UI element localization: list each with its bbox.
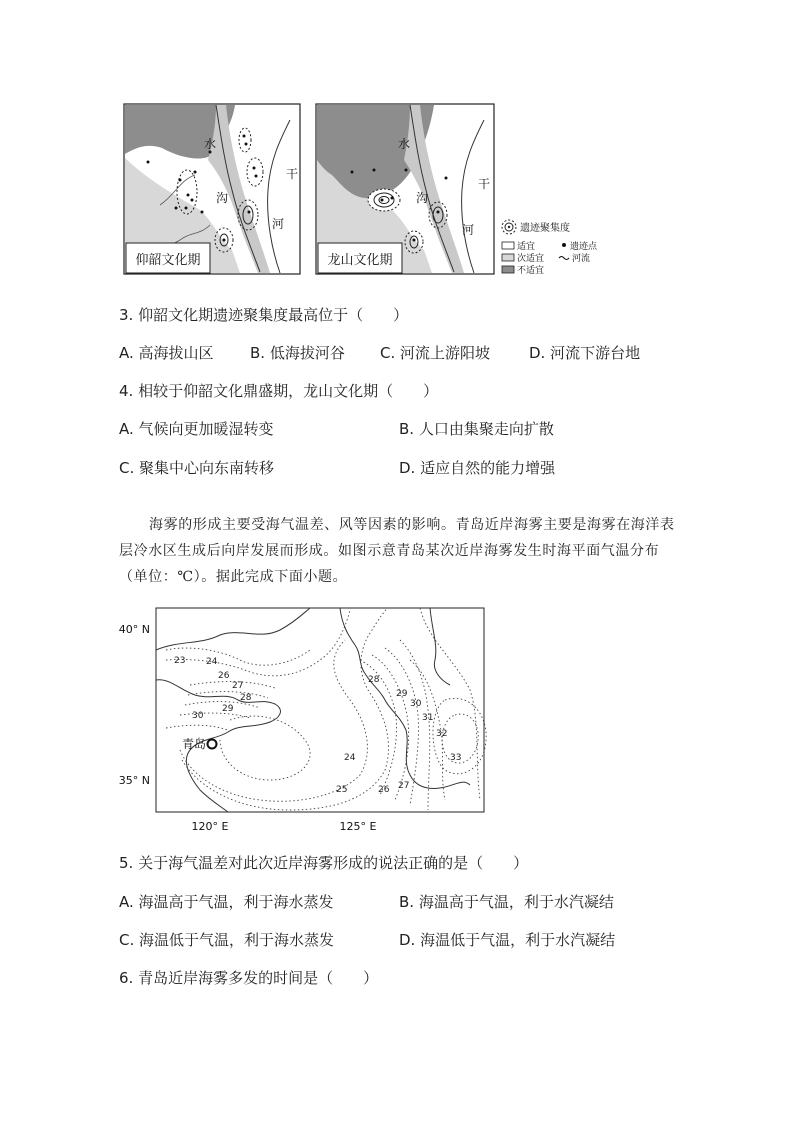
question-3-option-c: C. 河流上游阳坡 <box>380 344 491 362</box>
question-5-option-d: D. 海温低于气温，利于水汽凝结 <box>399 931 616 949</box>
question-4-option-a: A. 气候向更加暖湿转变 <box>119 420 274 438</box>
question-4-option-b: B. 人口由集聚走向扩散 <box>399 420 554 438</box>
question-3-option-a: A. 高海拔山区 <box>119 344 214 362</box>
right-label-he: 河 <box>462 223 475 237</box>
lon-left-label: 120° E <box>191 820 229 833</box>
isotherm-label: 30 <box>410 699 422 709</box>
question-3-stem: 3. 仰韶文化期遗迹聚集度最高位于（ ） <box>119 306 409 324</box>
question-6-stem: 6. 青岛近岸海雾多发的时间是（ ） <box>119 969 379 987</box>
isotherm-label: 23 <box>174 656 186 666</box>
isotherm-label: 28 <box>368 675 380 685</box>
legend-less-suitable: 次适宜 <box>517 254 545 264</box>
isotherm-label: 32 <box>436 729 448 739</box>
isotherm-label: 26 <box>218 671 230 681</box>
legend-site-point: 遗迹点 <box>570 242 598 252</box>
left-label-water: 水 <box>204 137 217 151</box>
question-5-option-b: B. 海温高于气温，利于水汽凝结 <box>399 893 614 911</box>
left-label-gan: 干 <box>286 167 299 181</box>
question-5-option-c: C. 海温低于气温，利于海水蒸发 <box>119 931 335 949</box>
question-4-stem: 4. 相较于仰韶文化鼎盛期，龙山文化期（ ） <box>119 382 439 400</box>
legend-river: 河流 <box>572 254 591 264</box>
legend-unsuitable: 不适宜 <box>517 266 545 276</box>
left-label-he: 河 <box>272 217 285 231</box>
question-5-option-a: A. 海温高于气温，利于海水蒸发 <box>119 893 334 911</box>
qingdao-label: 青岛 <box>181 737 206 751</box>
isotherm-label: 28 <box>240 693 252 703</box>
isotherm-label: 27 <box>398 781 410 791</box>
lat-top-label: 40° N <box>118 623 150 636</box>
question-3-option-d: D. 河流下游台地 <box>529 344 641 362</box>
qingdao-marker <box>208 740 217 749</box>
question-5-stem: 5. 关于海气温差对此次近岸海雾形成的说法正确的是（ ） <box>119 854 529 872</box>
isotherm-label: 26 <box>378 785 390 795</box>
isotherm-label: 31 <box>422 713 434 723</box>
sea-fog-intro: 海雾的形成主要受海气温差、风等因素的影响。青岛近岸海雾主要是海雾在海洋表层冷水区生成后向岸发展而形成。如图示意青岛某次近岸海雾发生时海平面气温分布（单位：℃）。据此完成下面小题。 <box>119 517 675 585</box>
isotherm-label: 27 <box>232 681 244 691</box>
legend-cluster: 遗迹聚集度 <box>520 223 570 234</box>
isotherm-label: 24 <box>206 657 218 667</box>
sea-temperature-map <box>110 600 500 840</box>
right-label-gan: 干 <box>478 177 491 191</box>
question-4-option-d: D. 适应自然的能力增强 <box>399 459 556 477</box>
lon-right-label: 125° E <box>339 820 377 833</box>
right-label-gou: 沟 <box>416 191 429 205</box>
isotherm-label: 30 <box>192 711 204 721</box>
yangshao-map <box>124 104 300 274</box>
isotherm-label: 24 <box>344 753 356 763</box>
isotherm-label: 29 <box>396 689 408 699</box>
question-4-option-c: C. 聚集中心向东南转移 <box>119 459 275 477</box>
longshan-caption: 龙山文化期 <box>327 253 393 268</box>
question-3-option-b: B. 低海拔河谷 <box>250 344 345 362</box>
lat-bottom-label: 35° N <box>118 774 150 787</box>
isotherm-label: 33 <box>450 753 462 763</box>
right-label-water: 水 <box>398 137 411 151</box>
site-distribution-figure <box>120 100 620 280</box>
isotherm-label: 25 <box>336 785 348 795</box>
legend-suitable: 适宜 <box>517 242 536 252</box>
left-label-gou: 沟 <box>216 191 229 205</box>
longshan-map <box>316 104 494 274</box>
isotherm-label: 29 <box>222 704 234 714</box>
yangshao-caption: 仰韶文化期 <box>135 253 201 268</box>
